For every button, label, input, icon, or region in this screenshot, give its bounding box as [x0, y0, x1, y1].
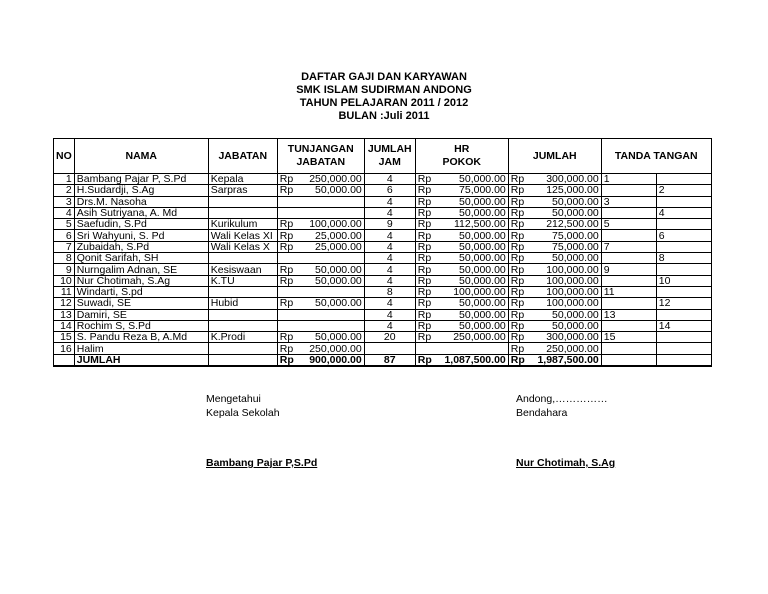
cell-h-amt: 75,000.00: [435, 185, 508, 196]
cell-j-rp: Rp: [508, 320, 528, 331]
cell-h-rp: Rp: [415, 207, 435, 218]
cell-nama: Nurngalim Adnan, SE: [74, 264, 208, 275]
cell-nama: Zubaidah, S.Pd: [74, 241, 208, 252]
total-jam: 87: [364, 354, 415, 366]
total-empty: [208, 354, 277, 366]
cell-nama: Qonit Sarifah, SH: [74, 253, 208, 264]
cell-jabatan: Wali Kelas X: [208, 241, 277, 252]
cell-ttd-l: [601, 298, 656, 309]
cell-ttd-l: 7: [601, 241, 656, 252]
cell-t-rp: Rp: [277, 174, 298, 185]
cell-jam: 4: [364, 253, 415, 264]
cell-t-rp: [277, 320, 298, 331]
cell-ttd-r: 2: [656, 185, 711, 196]
table-row: [54, 230, 712, 241]
cell-h-amt: 50,000.00: [435, 253, 508, 264]
cell-ttd-l: 13: [601, 309, 656, 320]
total-label: JUMLAH: [74, 354, 208, 366]
cell-h-rp: Rp: [415, 241, 435, 252]
cell-h-amt: 50,000.00: [435, 298, 508, 309]
cell-nama: S. Pandu Reza B, A.Md: [74, 332, 208, 343]
cell-h-amt: 100,000.00: [435, 286, 508, 297]
cell-t-amt: [298, 286, 364, 297]
sig-right-name: Nur Chotimah, S.Ag: [516, 457, 616, 469]
cell-j-amt: 100,000.00: [528, 275, 601, 286]
cell-ttd-l: [601, 207, 656, 218]
cell-ttd-r: 4: [656, 207, 711, 218]
cell-t-amt: [298, 196, 364, 207]
cell-j-amt: 50,000.00: [528, 253, 601, 264]
cell-h-amt: 50,000.00: [435, 320, 508, 331]
cell-no: 15: [54, 332, 75, 343]
cell-t-rp: [277, 196, 298, 207]
cell-jabatan: [208, 207, 277, 218]
cell-no: 10: [54, 275, 75, 286]
cell-j-rp: Rp: [508, 286, 528, 297]
cell-no: 9: [54, 264, 75, 275]
cell-jam: 6: [364, 185, 415, 196]
cell-j-amt: 300,000.00: [528, 174, 601, 185]
cell-ttd-r: [656, 241, 711, 252]
cell-jam: 4: [364, 298, 415, 309]
cell-t-amt: [298, 253, 364, 264]
cell-jam: [364, 343, 415, 354]
cell-no: 1: [54, 174, 75, 185]
cell-h-amt: 112,500.00: [435, 219, 508, 230]
cell-h-amt: 50,000.00: [435, 309, 508, 320]
month: BULAN :Juli 2011: [338, 110, 430, 122]
col-nama: NAMA: [74, 139, 208, 174]
cell-nama: Saefudin, S.Pd: [74, 219, 208, 230]
cell-t-amt: 250,000.00: [298, 343, 364, 354]
cell-no: 6: [54, 230, 75, 241]
cell-j-rp: Rp: [508, 207, 528, 218]
cell-h-rp: Rp: [415, 219, 435, 230]
cell-ttd-r: 12: [656, 298, 711, 309]
cell-jam: 4: [364, 196, 415, 207]
cell-h-rp: Rp: [415, 298, 435, 309]
cell-j-rp: Rp: [508, 298, 528, 309]
cell-no: 8: [54, 253, 75, 264]
total-row: [54, 354, 712, 366]
table-row: [54, 219, 712, 230]
total-empty: [656, 354, 711, 366]
cell-h-amt: 50,000.00: [435, 241, 508, 252]
cell-t-amt: 25,000.00: [298, 241, 364, 252]
sig-right-line1: Andong,……………: [516, 393, 608, 405]
table-row: [54, 196, 712, 207]
cell-nama: Windarti, S.pd: [74, 286, 208, 297]
cell-no: 3: [54, 196, 75, 207]
sig-left-line2: Kepala Sekolah: [206, 407, 280, 419]
cell-h-rp: Rp: [415, 275, 435, 286]
table-row: [54, 298, 712, 309]
cell-jabatan: Kepala: [208, 174, 277, 185]
cell-jam: 4: [364, 207, 415, 218]
cell-jam: 4: [364, 241, 415, 252]
cell-jabatan: [208, 196, 277, 207]
cell-ttd-r: [656, 264, 711, 275]
cell-j-amt: 50,000.00: [528, 320, 601, 331]
cell-j-rp: Rp: [508, 241, 528, 252]
cell-h-amt: 50,000.00: [435, 207, 508, 218]
cell-j-amt: 50,000.00: [528, 309, 601, 320]
cell-no: 7: [54, 241, 75, 252]
cell-ttd-l: 11: [601, 286, 656, 297]
cell-ttd-r: [656, 196, 711, 207]
cell-j-amt: 300,000.00: [528, 332, 601, 343]
cell-t-amt: [298, 320, 364, 331]
cell-t-rp: Rp: [277, 298, 298, 309]
table-row: [54, 241, 712, 252]
cell-ttd-l: 3: [601, 196, 656, 207]
cell-jabatan: Sarpras: [208, 185, 277, 196]
cell-h-rp: Rp: [415, 264, 435, 275]
cell-jabatan: [208, 320, 277, 331]
cell-no: 2: [54, 185, 75, 196]
cell-ttd-r: 14: [656, 320, 711, 331]
cell-h-rp: Rp: [415, 230, 435, 241]
table-row: [54, 309, 712, 320]
total-empty: [601, 354, 656, 366]
cell-t-rp: [277, 207, 298, 218]
table-row: [54, 275, 712, 286]
cell-jabatan: Kesiswaan: [208, 264, 277, 275]
cell-j-rp: Rp: [508, 264, 528, 275]
cell-t-amt: [298, 309, 364, 320]
salary-table: [53, 138, 712, 367]
cell-t-amt: [298, 207, 364, 218]
table-header: [54, 139, 712, 174]
cell-jabatan: K.TU: [208, 275, 277, 286]
total-h-rp: Rp: [415, 354, 435, 366]
cell-jam: 4: [364, 264, 415, 275]
cell-ttd-l: [601, 230, 656, 241]
cell-t-amt: 50,000.00: [298, 298, 364, 309]
cell-t-amt: 50,000.00: [298, 185, 364, 196]
cell-j-amt: 75,000.00: [528, 241, 601, 252]
cell-jabatan: [208, 343, 277, 354]
cell-nama: Bambang Pajar P, S.Pd: [74, 174, 208, 185]
cell-t-amt: 100,000.00: [298, 219, 364, 230]
cell-h-rp: Rp: [415, 174, 435, 185]
cell-ttd-r: [656, 309, 711, 320]
cell-nama: Asih Sutriyana, A. Md: [74, 207, 208, 218]
cell-h-amt: 50,000.00: [435, 275, 508, 286]
cell-j-amt: 75,000.00: [528, 230, 601, 241]
cell-h-rp: [415, 343, 435, 354]
cell-h-amt: 50,000.00: [435, 230, 508, 241]
cell-t-amt: 50,000.00: [298, 264, 364, 275]
cell-j-amt: 250,000.00: [528, 343, 601, 354]
col-jumlah-jam: JUMLAH JAM: [364, 139, 415, 174]
cell-ttd-l: 15: [601, 332, 656, 343]
cell-j-rp: Rp: [508, 309, 528, 320]
cell-no: 14: [54, 320, 75, 331]
cell-t-amt: 50,000.00: [298, 275, 364, 286]
cell-jabatan: Kurikulum: [208, 219, 277, 230]
cell-h-amt: 250,000.00: [435, 332, 508, 343]
col-jabatan: JABATAN: [208, 139, 277, 174]
cell-ttd-r: [656, 343, 711, 354]
table-row: [54, 343, 712, 354]
cell-nama: Sri Wahyuni, S. Pd: [74, 230, 208, 241]
doc-title: DAFTAR GAJI DAN KARYAWAN: [301, 71, 467, 83]
cell-h-amt: 50,000.00: [435, 174, 508, 185]
cell-t-rp: Rp: [277, 275, 298, 286]
cell-j-rp: Rp: [508, 343, 528, 354]
col-jumlah: JUMLAH: [508, 139, 601, 174]
total-t-rp: Rp: [277, 354, 298, 366]
cell-t-rp: Rp: [277, 332, 298, 343]
cell-j-rp: Rp: [508, 230, 528, 241]
cell-h-rp: Rp: [415, 286, 435, 297]
table-row: [54, 320, 712, 331]
cell-h-rp: Rp: [415, 320, 435, 331]
sig-left-line1: Mengetahui: [206, 393, 261, 405]
academic-year: TAHUN PELAJARAN 2011 / 2012: [299, 97, 469, 109]
cell-ttd-l: [601, 320, 656, 331]
total-j-rp: Rp: [508, 354, 528, 366]
cell-no: 16: [54, 343, 75, 354]
cell-j-rp: Rp: [508, 185, 528, 196]
cell-ttd-l: [601, 275, 656, 286]
col-tunjangan: TUNJANGAN JABATAN: [277, 139, 364, 174]
table-row: [54, 185, 712, 196]
cell-t-rp: Rp: [277, 230, 298, 241]
cell-ttd-l: 5: [601, 219, 656, 230]
sig-right-line2: Bendahara: [516, 407, 568, 419]
cell-ttd-r: 8: [656, 253, 711, 264]
cell-no: 12: [54, 298, 75, 309]
cell-t-rp: [277, 253, 298, 264]
cell-ttd-l: 9: [601, 264, 656, 275]
cell-ttd-l: 1: [601, 174, 656, 185]
cell-nama: Rochim S, S.Pd: [74, 320, 208, 331]
cell-h-rp: Rp: [415, 253, 435, 264]
school-name: SMK ISLAM SUDIRMAN ANDONG: [296, 84, 472, 96]
cell-jabatan: Wali Kelas XI: [208, 230, 277, 241]
cell-jabatan: [208, 309, 277, 320]
cell-t-rp: Rp: [277, 264, 298, 275]
cell-no: 11: [54, 286, 75, 297]
col-tanda-tangan: TANDA TANGAN: [601, 139, 711, 174]
cell-no: 5: [54, 219, 75, 230]
cell-t-rp: Rp: [277, 185, 298, 196]
cell-jabatan: [208, 253, 277, 264]
cell-ttd-r: [656, 219, 711, 230]
cell-j-rp: Rp: [508, 253, 528, 264]
cell-h-rp: Rp: [415, 196, 435, 207]
cell-ttd-l: [601, 343, 656, 354]
cell-h-amt: 50,000.00: [435, 196, 508, 207]
total-j-amt: 1,987,500.00: [528, 354, 601, 366]
cell-j-rp: Rp: [508, 219, 528, 230]
cell-nama: Halim: [74, 343, 208, 354]
cell-h-amt: [435, 343, 508, 354]
cell-nama: H.Sudardji, S.Ag: [74, 185, 208, 196]
table-row: [54, 253, 712, 264]
cell-j-amt: 212,500.00: [528, 219, 601, 230]
cell-t-amt: 25,000.00: [298, 230, 364, 241]
col-no: NO: [54, 139, 75, 174]
col-hr-pokok: HR POKOK: [415, 139, 508, 174]
cell-j-rp: Rp: [508, 332, 528, 343]
cell-jam: 4: [364, 230, 415, 241]
table-row: [54, 286, 712, 297]
cell-jabatan: Hubid: [208, 298, 277, 309]
cell-jam: 4: [364, 174, 415, 185]
table-row: [54, 207, 712, 218]
sig-left-name: Bambang Pajar P,S.Pd: [206, 457, 318, 469]
cell-ttd-r: [656, 332, 711, 343]
cell-j-amt: 125,000.00: [528, 185, 601, 196]
cell-ttd-l: [601, 185, 656, 196]
cell-jam: 20: [364, 332, 415, 343]
cell-h-rp: Rp: [415, 309, 435, 320]
cell-nama: Damiri, SE: [74, 309, 208, 320]
cell-jam: 4: [364, 275, 415, 286]
cell-j-rp: Rp: [508, 196, 528, 207]
cell-jam: 4: [364, 320, 415, 331]
cell-h-rp: Rp: [415, 332, 435, 343]
total-empty: [54, 354, 75, 366]
cell-j-rp: Rp: [508, 275, 528, 286]
cell-t-amt: 250,000.00: [298, 174, 364, 185]
cell-jabatan: K.Prodi: [208, 332, 277, 343]
cell-ttd-r: [656, 174, 711, 185]
table-row: [54, 174, 712, 185]
cell-nama: Suwadi, SE: [74, 298, 208, 309]
table-row: [54, 264, 712, 275]
cell-t-rp: Rp: [277, 241, 298, 252]
cell-j-amt: 50,000.00: [528, 196, 601, 207]
cell-h-rp: Rp: [415, 185, 435, 196]
cell-ttd-r: [656, 286, 711, 297]
cell-no: 4: [54, 207, 75, 218]
cell-j-amt: 100,000.00: [528, 298, 601, 309]
total-h-amt: 1,087,500.00: [435, 354, 508, 366]
cell-h-amt: 50,000.00: [435, 264, 508, 275]
cell-t-rp: Rp: [277, 343, 298, 354]
cell-ttd-l: [601, 253, 656, 264]
total-t-amt: 900,000.00: [298, 354, 364, 366]
cell-t-amt: 50,000.00: [298, 332, 364, 343]
cell-ttd-r: 10: [656, 275, 711, 286]
cell-no: 13: [54, 309, 75, 320]
cell-ttd-r: 6: [656, 230, 711, 241]
cell-t-rp: [277, 309, 298, 320]
table-row: [54, 332, 712, 343]
cell-nama: Nur Chotimah, S.Ag: [74, 275, 208, 286]
cell-j-amt: 100,000.00: [528, 286, 601, 297]
cell-j-rp: Rp: [508, 174, 528, 185]
cell-jam: 8: [364, 286, 415, 297]
cell-jam: 4: [364, 309, 415, 320]
cell-jam: 9: [364, 219, 415, 230]
cell-jabatan: [208, 286, 277, 297]
cell-t-rp: Rp: [277, 219, 298, 230]
cell-j-amt: 100,000.00: [528, 264, 601, 275]
cell-nama: Drs.M. Nasoha: [74, 196, 208, 207]
cell-t-rp: [277, 286, 298, 297]
cell-j-amt: 50,000.00: [528, 207, 601, 218]
